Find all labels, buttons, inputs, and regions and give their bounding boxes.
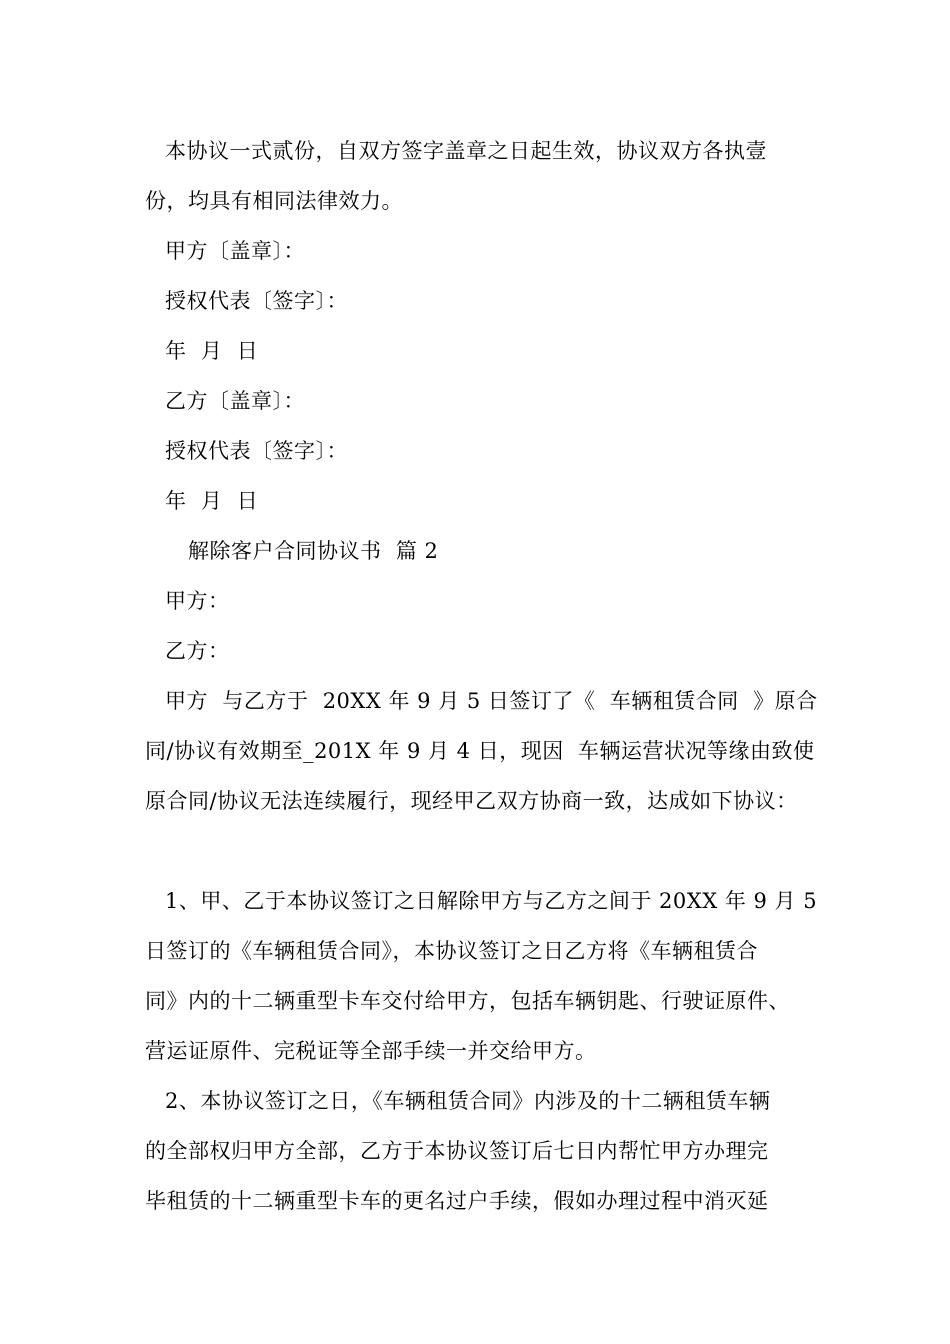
clause-1-line: 同》内的十二辆重型卡车交付给甲方，包括车辆钥匙、行驶证原件、	[145, 989, 790, 1013]
clause-2-line: 2、本协议签订之日，《车辆租赁合同》内涉及的十二辆租赁车辆	[165, 1089, 771, 1113]
party-b-seal-line: 乙方〔盖章〕：	[165, 389, 305, 413]
party-b-label: 乙方：	[165, 639, 230, 663]
party-b-representative-line: 授权代表〔签字〕：	[165, 439, 348, 463]
clause-2-line: 的全部权归甲方全部，乙方于本协议签订后七日内帮忙甲方办理完	[145, 1139, 769, 1163]
paragraph-line: 份，均具有相同法律效力。	[145, 189, 403, 213]
clause-1-line: 日签订的《车辆租赁合同》，本协议签订之日乙方将《车辆租赁合	[145, 939, 758, 963]
party-a-date-line: 年 月 日	[165, 339, 259, 363]
paragraph-line: 原合同/协议无法连续履行，现经甲乙双方协商一致，达成如下协议：	[145, 789, 798, 813]
clause-1-line: 1、甲、乙于本协议签订之日解除甲方与乙方之间于 20XX 年 9 月 5	[165, 889, 818, 913]
party-a-label: 甲方：	[165, 589, 230, 613]
clause-1-line: 营运证原件、完税证等全部手续一并交给甲方。	[145, 1039, 597, 1063]
party-a-representative-line: 授权代表〔签字〕：	[165, 289, 348, 313]
paragraph-line: 本协议一式贰份，自双方签字盖章之日起生效，协议双方各执壹	[165, 139, 767, 163]
paragraph-line: 甲方 与乙方于 20XX 年 9 月 5 日签订了《 车辆租赁合同 》原合	[165, 689, 818, 713]
clause-2-line: 毕租赁的十二辆重型卡车的更名过户手续，假如办理过程中消灭延	[145, 1189, 769, 1213]
party-a-seal-line: 甲方〔盖章〕：	[165, 239, 305, 263]
paragraph-line: 同/协议有效期至_201X 年 9 月 4 日，现因 车辆运营状况等缘由致使	[145, 739, 815, 763]
section-heading: 解除客户合同协议书 篇 2	[188, 539, 439, 563]
party-b-date-line: 年 月 日	[165, 489, 259, 513]
